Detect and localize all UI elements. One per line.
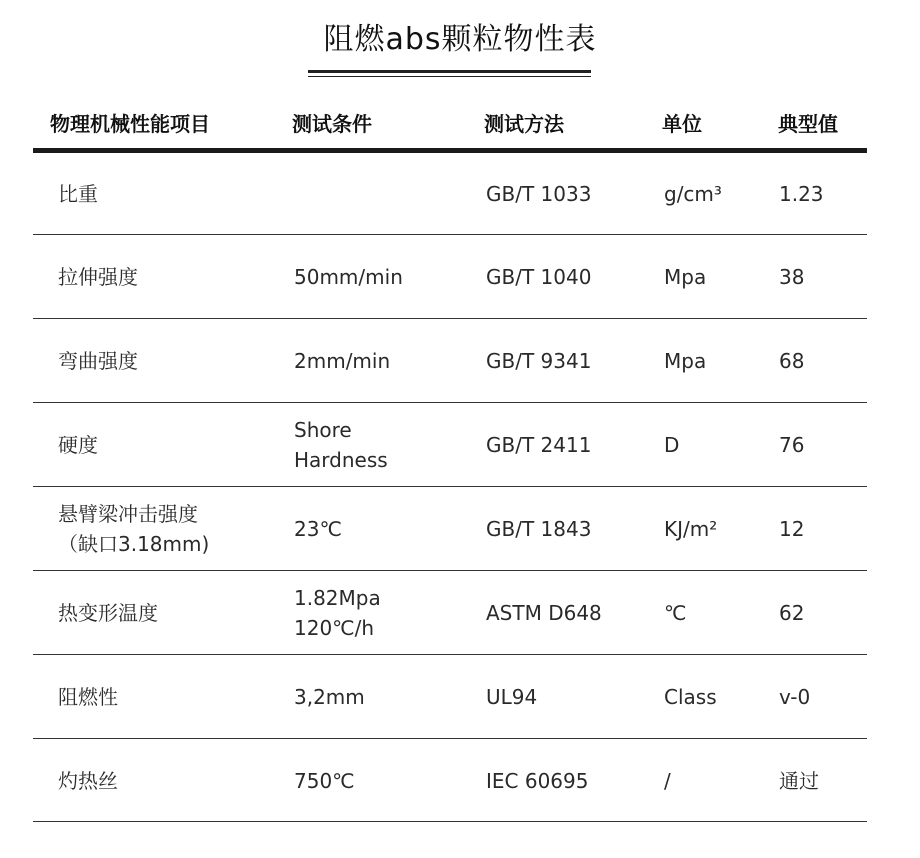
property-cell-line: 硬度 <box>58 433 98 457</box>
unit-cell: D <box>664 433 680 457</box>
header-property: 物理机械性能项目 <box>50 112 210 136</box>
condition-cell-line: 2mm/min <box>294 349 391 373</box>
unit-cell: ℃ <box>664 601 687 625</box>
property-cell <box>58 153 98 235</box>
method-cell: GB/T 1040 <box>486 265 592 289</box>
method-cell: GB/T 1033 <box>486 182 592 206</box>
property-cell-line: （缺口3.18mm) <box>58 532 210 556</box>
condition-cell-line: 750℃ <box>294 768 355 793</box>
header-method: 测试方法 <box>484 112 564 136</box>
header-value: 典型值 <box>778 112 838 136</box>
value-cell: 62 <box>779 601 805 625</box>
property-cell-line: 灼热丝 <box>58 768 118 793</box>
value-cell: 38 <box>779 265 805 289</box>
table-row <box>0 319 920 403</box>
table-row <box>0 655 920 739</box>
unit-cell: Class <box>664 685 717 709</box>
condition-cell <box>294 655 365 739</box>
property-cell <box>58 403 98 487</box>
unit-cell: KJ/m² <box>664 517 718 541</box>
condition-cell-line: Shore <box>294 418 352 442</box>
table-row <box>0 403 920 487</box>
value-cell: 1.23 <box>779 182 824 206</box>
property-cell-line: 弯曲强度 <box>58 349 138 373</box>
method-cell: UL94 <box>486 685 538 709</box>
value-cell: 76 <box>779 433 805 457</box>
method-cell: GB/T 2411 <box>486 433 592 457</box>
unit-cell: / <box>664 768 671 793</box>
condition-cell <box>294 739 355 822</box>
condition-cell-line: 120℃/h <box>294 616 375 640</box>
table-row <box>0 739 920 822</box>
header-condition: 测试条件 <box>292 112 372 136</box>
title-underline-thin <box>308 76 591 77</box>
table-row <box>0 153 920 235</box>
condition-cell-line: Hardness <box>294 448 388 472</box>
row-divider <box>33 821 867 822</box>
unit-cell: Mpa <box>664 265 707 289</box>
method-cell: GB/T 9341 <box>486 349 592 373</box>
condition-cell-line: 23℃ <box>294 517 342 541</box>
property-cell-line: 悬臂梁冲击强度 <box>58 502 198 526</box>
property-cell-line: 阻燃性 <box>58 685 118 709</box>
table-row <box>0 487 920 571</box>
condition-cell <box>294 403 388 487</box>
property-cell <box>58 739 118 822</box>
method-cell: GB/T 1843 <box>486 517 592 541</box>
property-cell-line: 比重 <box>58 182 98 206</box>
property-cell <box>58 655 118 739</box>
method-cell: ASTM D648 <box>486 601 602 625</box>
header-unit: 单位 <box>662 112 702 136</box>
method-cell: IEC 60695 <box>486 768 589 793</box>
unit-cell: g/cm³ <box>664 182 722 206</box>
value-cell: v-0 <box>779 685 811 709</box>
property-cell-line: 拉伸强度 <box>58 265 138 289</box>
condition-cell <box>294 487 342 571</box>
property-cell <box>58 571 158 655</box>
unit-cell: Mpa <box>664 349 707 373</box>
condition-cell <box>294 235 403 319</box>
title-underline-thick <box>308 70 591 73</box>
value-cell: 通过 <box>779 768 819 793</box>
property-cell <box>58 235 138 319</box>
property-cell-line: 热变形温度 <box>58 601 158 625</box>
table-row <box>0 235 920 319</box>
page-title: 阻燃abs颗粒物性表 <box>323 22 597 57</box>
value-cell: 12 <box>779 517 805 541</box>
property-cell <box>58 319 138 403</box>
value-cell: 68 <box>779 349 805 373</box>
table-row <box>0 571 920 655</box>
condition-cell <box>294 319 390 403</box>
condition-cell-line: 1.82Mpa <box>294 586 381 610</box>
condition-cell-line: 50mm/min <box>294 265 403 289</box>
table-header <box>0 100 920 148</box>
condition-cell <box>294 571 381 655</box>
property-cell <box>58 487 209 571</box>
condition-cell-line: 3,2mm <box>294 685 365 709</box>
